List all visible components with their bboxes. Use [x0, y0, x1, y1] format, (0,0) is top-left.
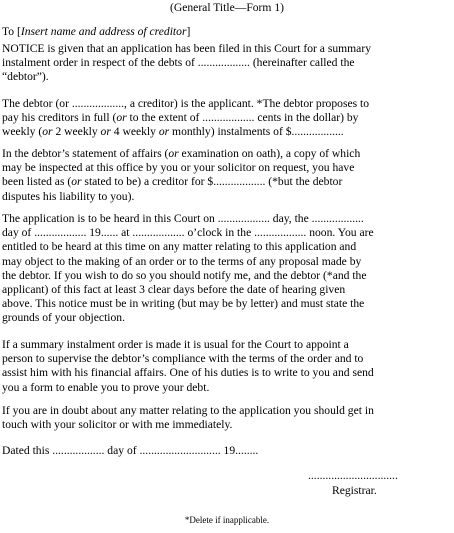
- affairs-line: [2, 175, 452, 189]
- applicant-line: The debtor (or .................., a creditor) is the applicant. *The debtor proposes to: [2, 97, 370, 110]
- hearing-paragraph: [2, 212, 452, 326]
- applicant-text: 4 weekly: [110, 125, 159, 139]
- hearing-line: The application is to be heard in this Court on .................. day, the ..................: [2, 212, 364, 225]
- notice-line: instalment order in respect of the debts of .................. (hereinafter called the: [2, 56, 355, 70]
- or-word: or: [71, 175, 82, 189]
- addressee-line: [2, 25, 190, 39]
- applicant-text: to the extent of .................. cents in the dollar) by: [126, 111, 359, 125]
- affairs-line: may be inspected at this office by you or your solicitor on request, you have: [2, 161, 355, 175]
- addressee-prefix: To [: [2, 25, 21, 38]
- addressee-suffix: ]: [186, 25, 191, 38]
- applicant-text: monthly) instalments of $..................: [169, 125, 344, 139]
- doubt-line: touch with your solicitor or with me immediately.: [2, 418, 233, 432]
- doubt-line: If you are in doubt about any matter relating to the application you should get in: [2, 404, 374, 417]
- supervisor-paragraph: [2, 338, 452, 395]
- affairs-line: disputes his liability to you).: [2, 189, 135, 203]
- hearing-line: applicant) of this fact at least 3 clear days before the date of hearing given: [2, 283, 346, 297]
- applicant-text: pay his creditors in full (: [2, 111, 117, 125]
- or-word: or: [42, 125, 53, 139]
- affairs-text: been listed as (: [2, 175, 72, 189]
- footnote: *Delete if inapplicable.: [184, 515, 270, 525]
- affairs-text: stated to be) a creditor for $.................. (*but the debtor: [81, 175, 343, 189]
- registrar-label: Registrar.: [332, 484, 377, 497]
- notice-line: NOTICE is given that an application has been filed in this Court for a summary: [2, 42, 371, 55]
- dated-line: Dated this .................. day of ............................ 19........: [2, 444, 259, 457]
- or-word: or: [158, 125, 170, 139]
- supervisor-line: you a form to enable you to prove your debt.: [2, 380, 210, 394]
- or-word: or: [168, 147, 179, 160]
- hearing-line: above. This notice must be in writing (but may be by letter) and must state the: [2, 297, 365, 311]
- applicant-paragraph: [2, 97, 452, 140]
- supervisor-line: person to supervise the debtor’s compliance with the terms of the order and to: [2, 352, 364, 366]
- signature-line: ...............................: [308, 469, 398, 482]
- applicant-text: weekly (: [2, 125, 43, 139]
- or-word: or: [116, 111, 127, 125]
- applicant-line: [2, 125, 452, 139]
- hearing-line: entitled to be heard at this time on any matter relating to this application and: [2, 240, 357, 254]
- notice-paragraph: [2, 42, 452, 85]
- affairs-text: examination on oath), a copy of which: [178, 147, 361, 160]
- hearing-line: may object to the making of an order or to the terms of any proposal made by: [2, 254, 362, 268]
- applicant-text: 2 weekly: [52, 125, 101, 139]
- addressee-placeholder: Insert name and address of creditor: [20, 25, 187, 38]
- affairs-paragraph: [2, 147, 452, 204]
- supervisor-line: assist him with his financial affairs. One of his duties is to write to you and send: [2, 366, 374, 380]
- hearing-line: the debtor. If you wish to do so you should notify me, and the debtor (*and the: [2, 268, 367, 282]
- affairs-line: [2, 147, 452, 161]
- affairs-text: In the debtor’s statement of affairs (: [2, 147, 169, 160]
- form-heading: (General Title—Form 1): [170, 1, 284, 14]
- hearing-line: grounds of your objection.: [2, 311, 126, 325]
- or-word: or: [100, 125, 111, 139]
- hearing-line: day of .................. 19...... at .................. o’clock in the .................. noon. You are: [2, 226, 374, 240]
- doubt-paragraph: [2, 404, 452, 432]
- supervisor-line: If a summary instalment order is made it is usual for the Court to appoint a: [2, 338, 349, 351]
- applicant-line: [2, 111, 452, 125]
- notice-line: “debtor”).: [2, 70, 49, 84]
